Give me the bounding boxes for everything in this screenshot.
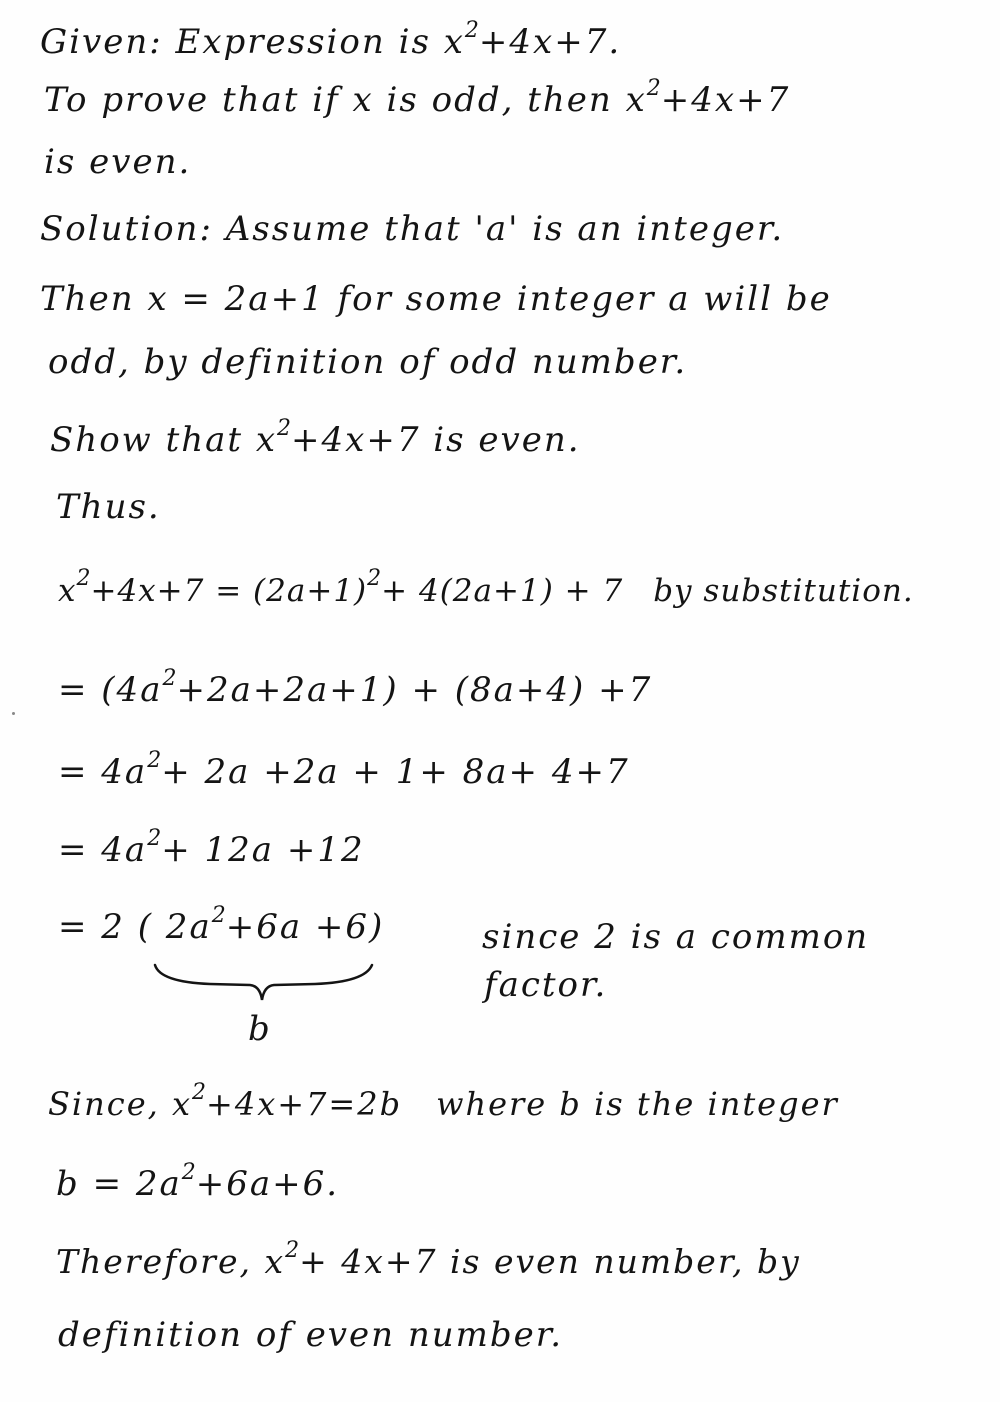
prove-text-end: +4x+7 [660,80,791,120]
eq4-text: = 4a [58,830,148,870]
eq3-text-end: + 2a +2a + 1+ 8a+ 4+7 [161,752,630,792]
since-line [48,1080,839,1123]
solution-line-3: odd, by definition of odd number. [48,342,688,382]
equation-line-2 [58,666,653,710]
eq2-text: = (4a [58,670,163,710]
thus-line: Thus. [56,487,161,527]
eq2-text-end: +2a+2a+1) + (8a+4) +7 [176,670,653,710]
factor-note-line-2: factor. [484,965,608,1005]
brace-label: b [248,1009,272,1049]
equation-line-3 [58,748,630,792]
given-text-end: +4x+7. [478,22,622,62]
eq1-lhs: x [58,573,77,609]
exponent: 2 [277,416,292,441]
show-text: Show that x [50,420,278,460]
since-text: Since, x [48,1085,193,1123]
given-text: Given: Expression is x [40,22,465,62]
prove-line-2: is even. [44,142,192,182]
since-note: where b is the integer [436,1085,839,1123]
therefore-text: Therefore, x [56,1242,286,1281]
solution-line-1: Solution: Assume that 'a' is an integer. [40,209,785,249]
exponent: 2 [147,748,162,773]
b-definition-line [56,1160,340,1204]
eq5-text: = 2 ( 2a [58,907,212,947]
exponent: 2 [464,18,479,43]
factor-note-line-1: since 2 is a common [482,917,870,957]
since-equation: +4x+7=2b [206,1085,403,1123]
exponent: 2 [147,826,162,851]
bdef-text: b = 2a [56,1164,182,1204]
equation-line-5 [58,903,385,947]
underbrace [150,960,380,1010]
therefore-text-end: + 4x+7 is even number, by [299,1242,801,1281]
therefore-line-2: definition of even number. [58,1315,564,1355]
exponent: 2 [162,666,177,691]
therefore-line-1 [56,1238,801,1281]
equation-line-1 [58,568,914,607]
exponent: 2 [192,1080,207,1105]
solution-line-2: Then x = 2a+1 for some integer a will be [40,279,832,319]
bdef-text-end: +6a+6. [195,1164,340,1204]
exponent: 2 [285,1238,300,1263]
exponent: 2 [76,566,91,591]
exponent: 2 [367,566,382,591]
exponent: 2 [211,903,226,928]
given-line [40,18,622,62]
eq3-text: = 4a [58,752,148,792]
eq1-note: by substitution. [653,573,914,609]
eq1-rhs-end: + 4(2a+1) + 7 [381,573,624,609]
exponent: 2 [181,1160,196,1185]
equation-line-4 [58,826,365,870]
prove-line-1 [44,76,791,120]
paper-speck [12,712,15,715]
show-line [50,416,581,460]
show-text-end: +4x+7 is even. [291,420,581,460]
eq1-rhs: +4x+7 = (2a+1) [90,573,368,609]
exponent: 2 [646,76,661,101]
eq5-text-end: +6a +6) [225,907,385,947]
eq4-text-end: + 12a +12 [161,830,365,870]
prove-text: To prove that if x is odd, then x [44,80,647,120]
